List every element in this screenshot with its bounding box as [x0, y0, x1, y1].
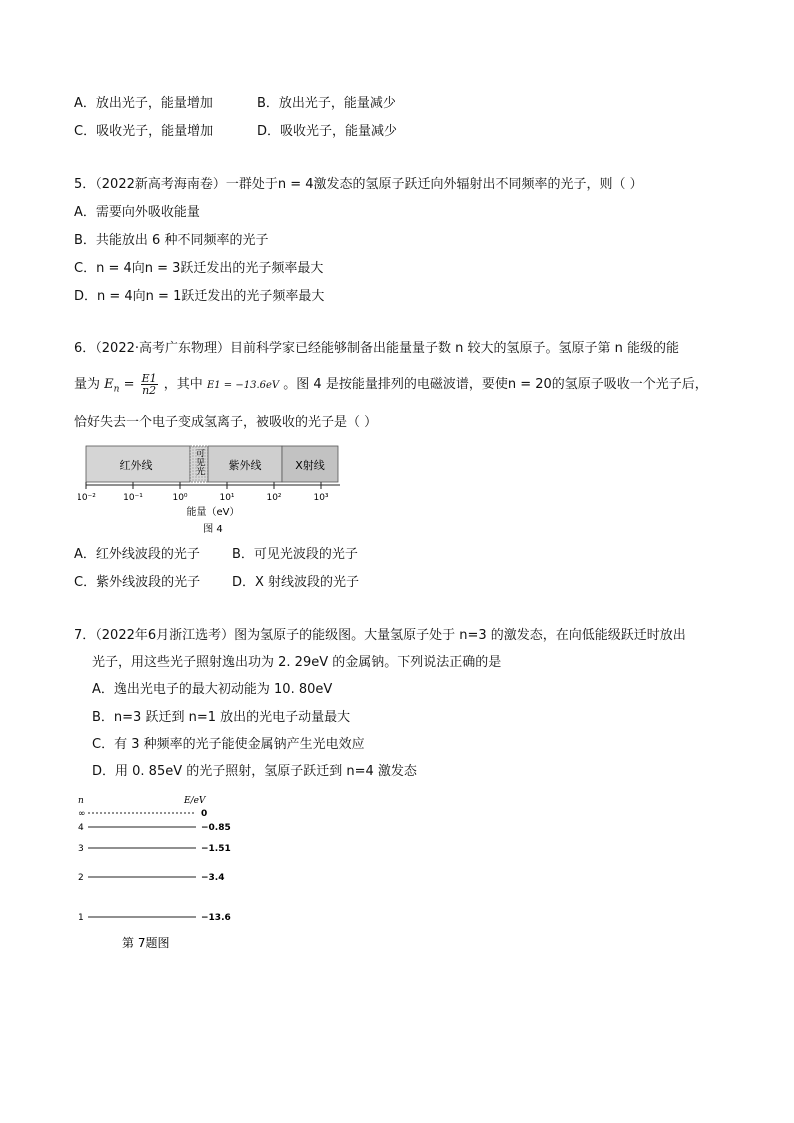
q4-option-d: D．吸收光子，能量减少: [257, 124, 398, 139]
energy-level-n: 3: [78, 844, 84, 854]
em-spectrum-figure: [78, 440, 358, 544]
band-infrared-label: 红外线: [119, 459, 153, 472]
q7-stem-line2: 光子，用这些光子照射逸出功为 2. 29eV 的金属钠。下列说法正确的是: [92, 655, 502, 670]
q5-option-a: A．需要向外吸收能量: [74, 205, 200, 220]
q6-option-d: D．X 射线波段的光子: [232, 575, 360, 590]
spectrum-tick-label: 10⁻²: [78, 493, 96, 503]
q4-option-c: C．吸收光子，能量增加: [74, 124, 214, 139]
q4-option-b: B．放出光子，能量减少: [257, 96, 396, 111]
q7-option-b: B．n=3 跃迁到 n=1 放出的光电子动量最大: [92, 710, 351, 725]
energy-level-svg: [74, 793, 244, 953]
q6-stem-line2-suffix: 。图 4 是按能量排列的电磁波谱，要使n = 20的氢原子吸收一个光子后，: [283, 377, 708, 392]
spectrum-tick-label: 10⁻¹: [123, 493, 143, 503]
figure4-caption: 图 4: [203, 524, 223, 535]
q7-option-a: A．逸出光电子的最大初动能为 10. 80eV: [92, 682, 333, 697]
q7-stem-line1: 7．（2022年6月浙江选考）图为氢原子的能级图。大量氢原子处于 n=3 的激发态，在向低能级跃迁时放出: [74, 628, 686, 643]
q6-option-b: B．可见光波段的光子: [232, 547, 358, 562]
q5-option-b: B．共能放出 6 种不同频率的光子: [74, 233, 269, 248]
q6-option-a: A．红外线波段的光子: [74, 547, 200, 562]
e1-value: E1 = −13.6eV: [206, 380, 280, 391]
q5-option-c: C．n = 4向n = 3跃迁发出的光子频率最大: [74, 261, 324, 276]
energy-level-value: −3.4: [201, 873, 225, 883]
figure7-caption: 第 7题图: [122, 936, 170, 950]
q6-stem-line2-prefix: 量为: [74, 377, 101, 392]
level-lines: [78, 809, 231, 923]
q5-option-d: D．n = 4向n = 1跃迁发出的光子频率最大: [74, 289, 325, 304]
level-header-e: E/eV: [184, 796, 206, 806]
energy-level-n: 2: [78, 873, 84, 883]
energy-level-value: −1.51: [201, 844, 231, 854]
energy-level-n: 1: [78, 913, 84, 923]
energy-level-n: ∞: [78, 809, 86, 819]
q6-stem-line3: 恰好失去一个电子变成氢离子，被吸收的光子是（ ）: [74, 415, 378, 430]
formula-fraction: $\frac{E1}{n2}$: [141, 372, 157, 397]
q5-stem: 5．（2022新高考海南卷）一群处于n = 4激发态的氢原子跃迁向外辐射出不同频率的光子，则（ ）: [74, 177, 643, 192]
spectrum-tick-label: 10²: [266, 493, 282, 503]
energy-level-figure: [74, 793, 244, 957]
q6-stem-line2: 量为 $E_n$ = $\frac{E1}{n2}$ ，其中 E1 = −13.6eV 。图 4 是按能量排列的电磁波谱，要使n = 20的氢原子吸收一个光子后，: [74, 372, 708, 397]
spectrum-tick-label: 10¹: [219, 493, 235, 503]
em-spectrum-svg: [78, 440, 358, 540]
energy-level-n: 4: [78, 823, 84, 833]
band-visible-label: 可见光: [194, 448, 204, 476]
q4-option-a: A．放出光子，能量增加: [74, 96, 213, 111]
band-ultraviolet-label: 紫外线: [228, 459, 262, 472]
q6-stem-line1: 6．（2022·高考广东物理）目前科学家已经能够制备出能量量子数 n 较大的氢原子。氢原子第 n 能级的能: [74, 341, 679, 356]
spectrum-tick-label: 10⁰: [172, 493, 188, 503]
formula-lhs: $E_n$: [104, 377, 120, 395]
band-xray-label: X射线: [295, 459, 325, 472]
energy-level-value: 0: [201, 809, 208, 819]
energy-level-value: −13.6: [201, 913, 231, 923]
spectrum-tick-label: 10³: [313, 493, 329, 503]
q6-stem-line2-mid: ，其中: [163, 377, 203, 392]
q6-option-c: C．紫外线波段的光子: [74, 575, 201, 590]
spectrum-axis-label: 能量（eV）: [186, 507, 240, 518]
level-header-n: n: [78, 796, 84, 806]
q7-option-d: D．用 0. 85eV 的光子照射，氢原子跃迁到 n=4 激发态: [92, 764, 417, 779]
q7-option-c: C．有 3 种频率的光子能使金属钠产生光电效应: [92, 737, 365, 752]
energy-level-value: −0.85: [201, 823, 231, 833]
